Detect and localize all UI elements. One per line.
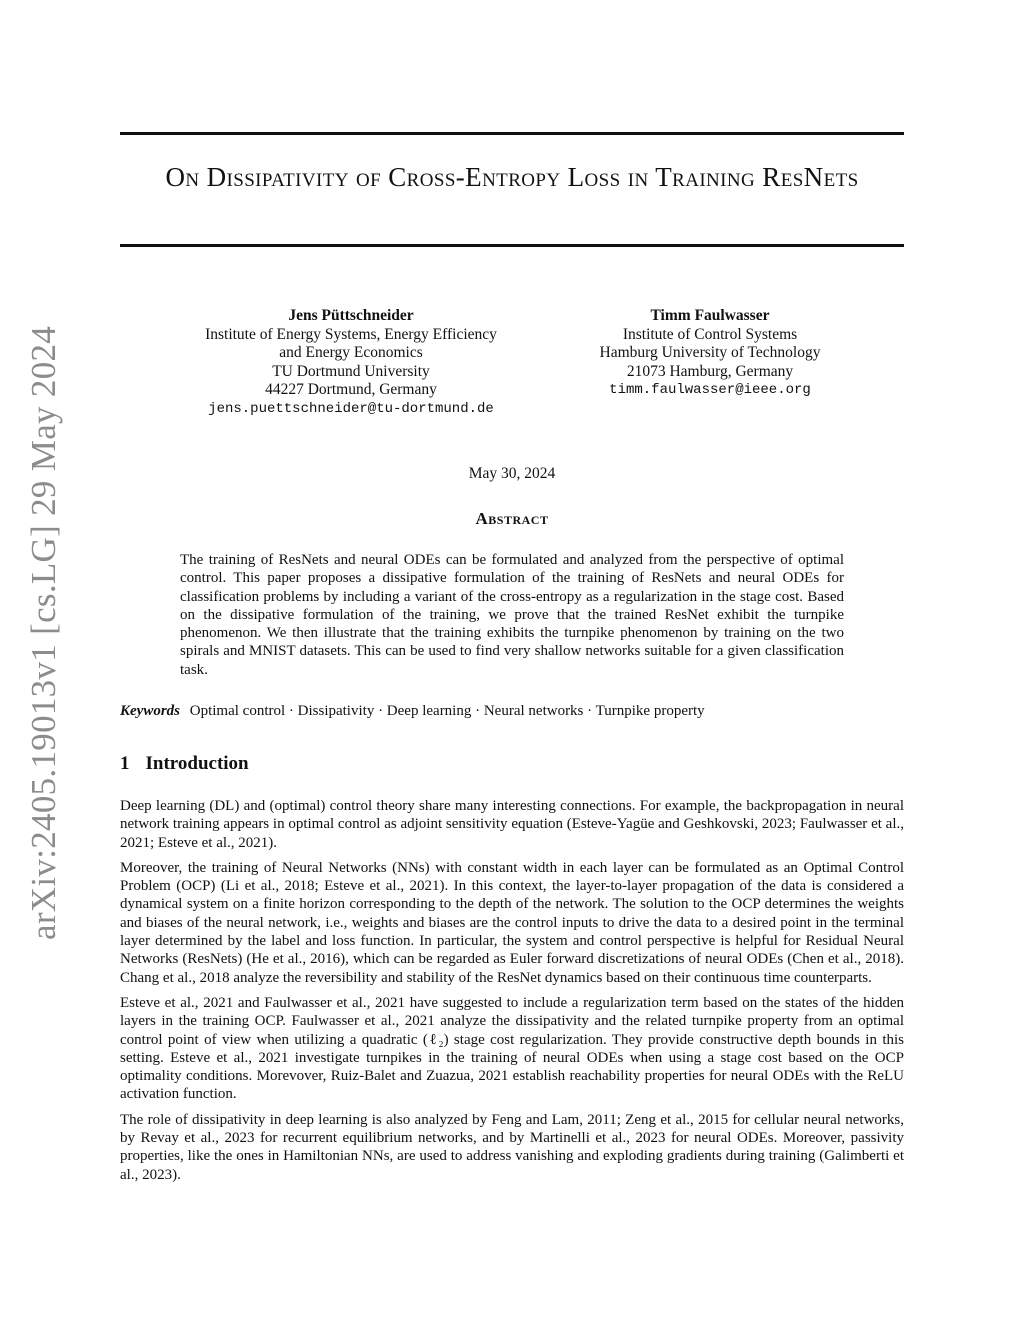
paper-title: On Dissipativity of Cross-Entropy Loss in Training ResNets xyxy=(165,162,859,192)
author-affiliation: TU Dortmund University xyxy=(272,362,430,380)
title-rule-top xyxy=(120,132,904,135)
title-rule-bottom xyxy=(120,244,904,247)
author-name: Jens Püttschneider xyxy=(288,307,414,324)
body-paragraph: Deep learning (DL) and (optimal) control theory share many interesting connections. For example, the backpropagation in neural network training appears in optimal control as adjoint sensitivity equation (Esteve-Yagüe and Geshkovski, 2023; Faulwasser et al., 2021; Esteve et al., 2021). xyxy=(120,798,904,851)
abstract-text: The training of ResNets and neural ODEs can be formulated and analyzed from the perspective of optimal control. This paper proposes a dissipative formulation of the training of ResNets and neural ODEs for classification problems by including a variant of the cross-entropy as a regularization in the stage cost. Based on the dissipative formulation of the training, we prove that the trained ResNet exhibit the turnpike phenomenon. We then illustrate that the training exhibits the turnpike phenomenon by training on the two spirals and MNIST datasets. This can be used to find very shallow networks suitable for a given classification task. xyxy=(180,552,844,678)
keywords-label: Keywords xyxy=(120,703,180,719)
arxiv-side-stamp: arXiv:2405.19013v1 [cs.LG] 29 May 2024 xyxy=(24,325,63,940)
author-block-2 xyxy=(560,307,860,400)
section-heading xyxy=(120,753,249,775)
keywords-list: Optimal control · Dissipativity · Deep learning · Neural networks · Turnpike property xyxy=(189,703,705,719)
author-affiliation: Hamburg University of Technology xyxy=(599,344,821,361)
author-email[interactable]: jens.puettschneider@tu-dortmund.de xyxy=(208,400,494,417)
author-affiliation: Institute of Energy Systems, Energy Efficiency xyxy=(205,325,497,343)
abstract-heading: Abstract xyxy=(475,509,549,528)
keywords-line xyxy=(120,703,904,720)
body-paragraph: Moreover, the training of Neural Networks (NNs) with constant width in each layer can be formulated as an Optimal Control Problem (OCP) (Li et al., 2018; Esteve et al., 2021). In this context, the layer-to-layer propagation of the data is considered a dynamical system on a finite horizon corresponding to the depth of the network. The solution to the OCP determines the weights and biases of the neural network, i.e., weights and biases are the control inputs to drive the data to a desired point in the terminal layer determined by the label and loss function. In particular, the system and control perspective is helpful for Residual Neural Networks (ResNets) (He et al., 2016), which can be regarded as Euler forward discretizations of neural ODEs (Chen et al., 2018). Chang et al., 2018 analyze the reversibility and stability of the ResNet dynamics based on their continuous time counterparts. xyxy=(120,859,904,986)
author-block-1 xyxy=(170,307,532,418)
body-paragraph: Esteve et al., 2021 and Faulwasser et al., 2021 have suggested to include a regularization term based on the states of the hidden layers in the training OCP. Faulwasser et al., 2021 analyze the dissipativity and the related turnpike property from an optimal control point of view when utilizing a quadratic (ℓ₂) stage cost regularization. They provide constructive depth bounds in this setting. Esteve et al., 2021 investigate turnpikes in the training of neural ODEs when using a stage cost based on the OCP optimality conditions. Morevover, Ruiz-Balet and Zuazua, 2021 establish reachability properties for neural ODEs with the ReLU activation function. xyxy=(120,994,904,1103)
author-name: Timm Faulwasser xyxy=(650,307,770,324)
section-number: 1 xyxy=(120,753,130,774)
author-affiliation: 21073 Hamburg, Germany xyxy=(626,362,794,380)
paper-date: May 30, 2024 xyxy=(468,465,556,482)
author-affiliation: 44227 Dortmund, Germany xyxy=(265,381,437,398)
body-paragraph: The role of dissipativity in deep learning is also analyzed by Feng and Lam, 2011; Zeng et al., 2015 for cellular neural networks, by Revay et al., 2023 for recurrent equilibrium networks, and by Martinelli et al., 2023 for neural ODEs. Moreover, passivity properties, like the ones in Hamiltonian NNs, are used to address vanishing and exploding gradients during training (Galimberti et al., 2023). xyxy=(120,1111,904,1183)
section-body xyxy=(120,797,904,1191)
author-affiliation: Institute of Control Systems xyxy=(622,325,798,343)
author-email[interactable]: timm.faulwasser@ieee.org xyxy=(609,382,811,398)
author-affiliation: and Energy Economics xyxy=(279,344,423,361)
section-title: Introduction xyxy=(145,753,249,774)
